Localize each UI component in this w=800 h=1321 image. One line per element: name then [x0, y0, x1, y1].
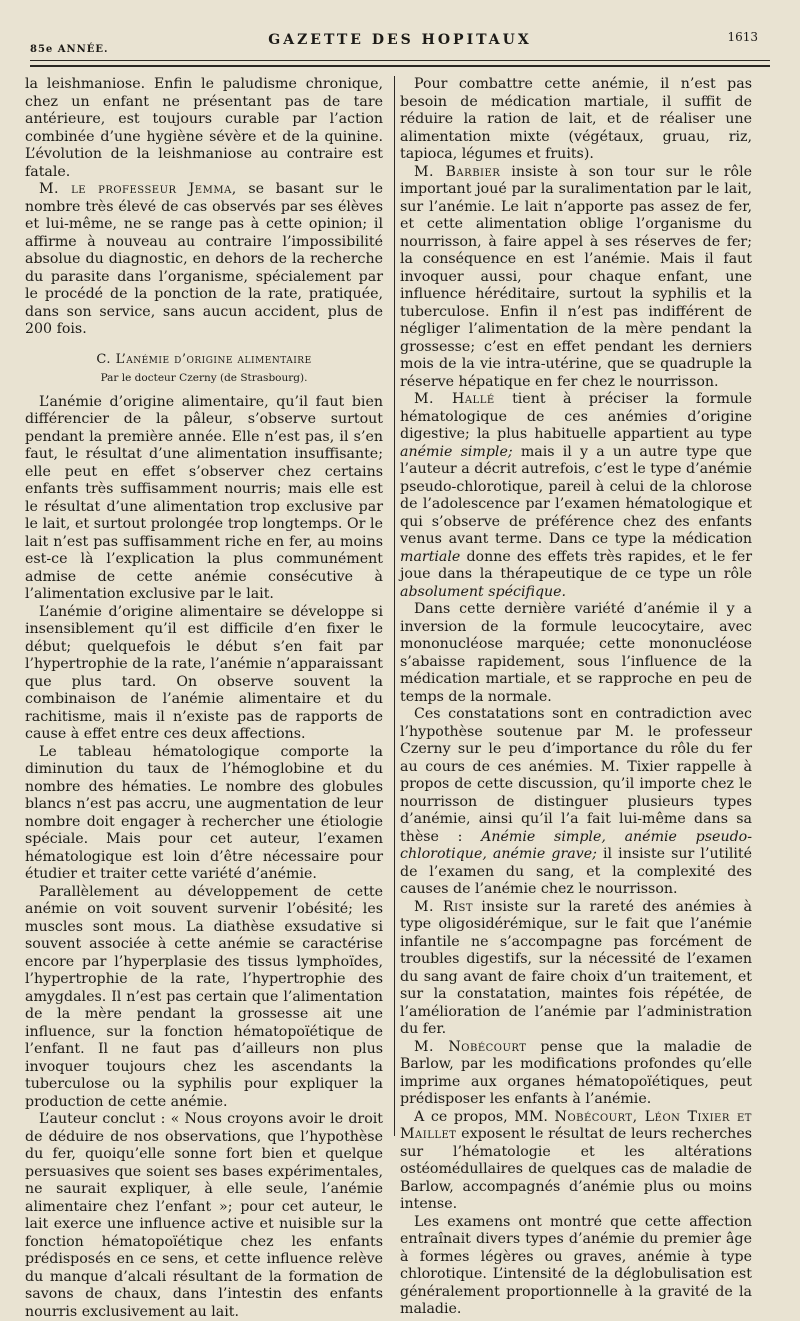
- author-name: M. Nobécourt: [414, 1038, 527, 1055]
- section-title: C. L’anémie d’origine alimentaire: [96, 351, 312, 367]
- paragraph-text: mais il y a un autre type que l’auteur a décrit autrefois, c’est le type d’anémie pseudo-chlorotique, pareil à celui de la chlorose de l’adolescence par l’examen hématologique et qui s’observe de préférence chez des enfants venus avant terme. Dans ce type la médication: [400, 443, 752, 547]
- paragraph: Parallèlement au développement de cette anémie on voit souvent survenir l’obésité; les muscles sont mous. La diathèse exsudative si souvent associée à cette anémie se caractérise encore par l’hyperplasie des tissus lymphoïdes, l’hypertrophie de la rate, l’hypertrophie des amygdales. Il n’est pas certain que l’alimentation de la mère pendant la grossesse ait une influence, sur la fonction hématopoïétique de l’enfant. Il ne faut pas d’ailleurs non plus invoquer toujours chez les ascendants la tuberculose ou la syphilis pour expliquer la production de cette anémie.: [25, 883, 383, 1110]
- header-rule-thick: [30, 65, 770, 67]
- author-name: M. Barbier: [414, 163, 501, 180]
- paragraph: [400, 164, 752, 392]
- paragraph: Le tableau hématologique comporte la diminution du taux de l’hémoglobine et du nombre des hématies. Le nombre des globules blancs n’est pas accru, une augmentation de leur nombre doit engager à rechercher une étiologie spéciale. Mais pour cet auteur, l’examen hématologique est loin d’être nécessaire pour étudier et traiter cette variété d’anémie.: [25, 743, 383, 882]
- paragraph: L’anémie d’origine alimentaire, qu’il faut bien différencier de la pâleur, s’observe surtout pendant la première année. Elle n’est pas, il s’en faut, le résultat d’une alimentation insuffisante; elle peut en effet s’observer chez certains enfants très suffisamment nourris; mais elle est le résultat d’une alimentation trop exclusive par le lait, et surtout prolongée trop longtemps. Or le lait n’est pas suffisamment riche en fer, au moins est-ce là l’explication la plus communément admise de cette anémie consécutive à l’alimentation exclusive par le lait.: [25, 393, 383, 602]
- paragraph: [25, 181, 383, 339]
- paragraph-text: exposent le résultat de leurs recherches sur l’hématologie et les altérations ostéomédullaires de quelques cas de maladie de Barlow, accompagnés d’anémie plus ou moins intense.: [400, 1126, 752, 1212]
- emphasis: absolument spécifique.: [400, 583, 567, 600]
- paragraph-text: il insiste sur l’utilité de l’examen du sang, et la complexité des causes de l’anémie chez le nourrisson.: [400, 846, 753, 897]
- journal-title: GAZETTE DES HOPITAUX: [268, 32, 532, 48]
- paragraph: [400, 391, 752, 601]
- author-name: M. Hallé: [414, 391, 495, 407]
- paragraph: [400, 706, 752, 899]
- emphasis: anémie simple;: [400, 443, 513, 460]
- paragraph-text: insiste à son tour sur le rôle important joué par la suralimentation par le lait, sur l’anémie. Le lait n’apporte pas assez de fer, et cette alimentation oblige l’organisme du nourrisson, à faire appel à ses réserves de fer; la conséquence en est l’anémie. Mais il faut invoquer aussi, pour chaque enfant, une influence héréditaire, surtout la syphilis et la tuberculose. Enfin il n’est pas indifférent de négliger l’alimentation de la mère pendant la grossesse; c’est en effet pendant les derniers mois de la vie intra-utérine, que se quadruple la réserve hépatique en fer chez le nourrisson.: [400, 163, 753, 390]
- author-name: M. le professeur Jemma,: [39, 181, 237, 197]
- volume-year: 85e ANNÉE.: [30, 44, 109, 55]
- paragraph: L’anémie d’origine alimentaire se développe si insensiblement qu’il est difficile d’en fixer le début; quelquefois le début s’en fait par l’hypertrophie de la rate, l’anémie n’apparaissant que plus tard. On observe souvent la combinaison de l’anémie alimentaire et du rachitisme, mais il n’existe pas de rapports de cause à effet entre ces deux affections.: [25, 603, 383, 742]
- header-rule: [30, 60, 770, 61]
- paragraph-text: tient à préciser la formule hématologique de ces anémies d’origine digestive; la plus habituelle appartient au type: [400, 391, 752, 442]
- right-column: [400, 76, 752, 1319]
- left-column: [25, 76, 383, 1321]
- page-number: 1613: [727, 30, 758, 44]
- paragraph-text: donne des effets très rapides, et le fer joue dans la thérapeutique de ce type un rôle: [400, 548, 753, 582]
- paragraph: [400, 1039, 752, 1109]
- emphasis: martiale: [400, 548, 461, 565]
- paragraph: [400, 1109, 752, 1214]
- paragraph-text: pense que la maladie de Barlow, par les modifications profondes qu’elle imprime aux organes hématopoïétiques, peut prédisposer les enfants à l’anémie.: [400, 1038, 753, 1107]
- paragraph-text: A ce propos, MM.: [414, 1108, 548, 1125]
- author-name: M. Rist: [414, 898, 474, 915]
- emphasis: Anémie simple, anémie pseudo-chlorotique, anémie grave;: [400, 828, 752, 862]
- column-divider: [394, 76, 395, 1136]
- paragraph: L’auteur conclut : « Nous croyons avoir le droit de déduire de nos observations, que l’hypothèse du fer, quoiqu’elle sonne fort bien et quelque persuasives que soient ses bases expérimentales, ne saurait expliquer, à elle seule, l’anémie alimentaire chez l’enfant »; pour cet auteur, le lait exerce une influence active et nuisible sur la fonction hématopoïétique chez les enfants prédisposés en ce sens, et cette influence relève du manque d’alcali résultant de la formation de savons de chaux, dans l’intestin des enfants nourris exclusivement au lait.: [25, 1111, 383, 1320]
- author-names: Nobécourt, Léon Tixier et Maillet: [400, 1108, 752, 1142]
- byline: Par le docteur Czerny (de Strasbourg).: [100, 372, 308, 384]
- paragraph-text: Ces constatations sont en contradiction avec l’hypothèse soutenue par M. le professeur Czerny sur le peu d’importance du rôle du fer au cours de ces anémies. M. Tixier rappelle à propos de cette discussion, qu’il importe chez le nourrisson de distinguer plusieurs types d’anémie, ainsi qu’il l’a fait lui-même dans sa thèse :: [400, 706, 752, 845]
- paragraph: Les examens ont montré que cette affection entraînait divers types d’anémie du premier âge à formes légères ou graves, anémie à type chlorotique. L’intensité de la déglobulisation est généralement proportionnelle à la gravité de la maladie.: [400, 1213, 752, 1317]
- paragraph-text: insiste sur la rareté des anémies à type oligosidérémique, sur le fait que l’anémie infantile ne s’accompagne pas forcément de troubles digestifs, sur la nécessité de l’examen du sang avant de faire choix d’un traitement, et sur la constatation, maintes fois répétée, de l’amélioration de l’anémie par l’administration du fer.: [400, 898, 752, 1037]
- page-header: [0, 0, 800, 70]
- paragraph: [400, 899, 752, 1039]
- paragraph: la leishmaniose. Enfin le paludisme chronique, chez un enfant ne présentant pas de tare antérieure, est toujours curable par l’action combinée d’une hygiène sévère et de la quinine. L’évolution de la leishmaniose au contraire est fatale.: [25, 76, 383, 180]
- paragraph: Dans cette dernière variété d’anémie il y a inversion de la formule leucocytaire, avec mononucléose marquée; cette mononucléose s’abaisse rapidement, sous l’influence de la médication martiale, et se rapproche en peu de temps de la normale.: [400, 601, 752, 705]
- paragraph: Pour combattre cette anémie, il n’est pas besoin de médication martiale, il suffit de réduire la ration de lait, et de réaliser une alimentation mixte (végétaux, gruau, riz, tapioca, légumes et fruits).: [400, 76, 752, 162]
- paragraph-text: se basant sur le nombre très élevé de cas observés par ses élèves et lui-même, ne se range pas à cette opinion; il affirme à nouveau au contraire l’impossibilité absolue du diagnostic, en dehors de la recherche du parasite dans l’organisme, spécialement par le procédé de la ponction de la rate, pratiquée, dans son service, sans aucun accident, plus de 200 fois.: [25, 181, 383, 337]
